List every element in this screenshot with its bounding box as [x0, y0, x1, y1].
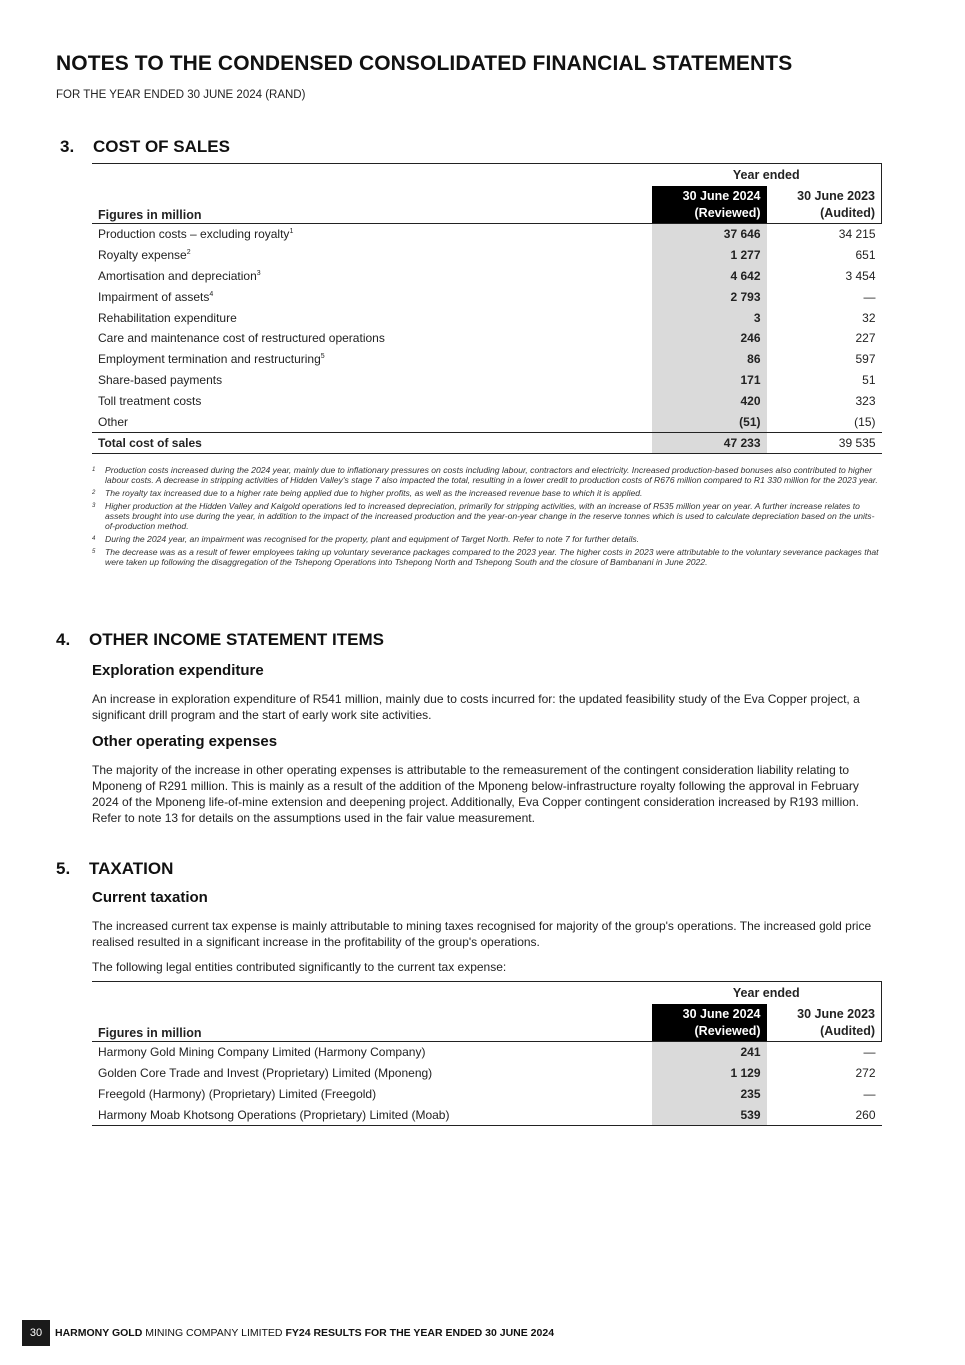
page-subtitle: FOR THE YEAR ENDED 30 JUNE 2024 (RAND): [56, 89, 306, 101]
row-label: Freegold (Harmony) (Proprietary) Limited (Freegold): [98, 1086, 377, 1101]
footnote: [92, 501, 884, 531]
value-2024: 4 642: [652, 266, 767, 287]
row-label: Care and maintenance cost of restructured operations: [98, 331, 385, 346]
table-header-row: [92, 164, 882, 187]
value-2023: 32: [862, 310, 876, 325]
section-number: 5.: [56, 859, 71, 878]
footnote-number: 3: [92, 503, 96, 509]
table-row: [92, 1084, 882, 1105]
footnote-text: Production costs increased during the 2024 year, mainly due to inflationary pressures on costs including labour, contractors and electricity. Increased production-based bonuses also contributed to higher labour costs. A decrease in stripping activities of Hidden Valley's stage 7 also impacted the total, resulting in a lower credit to production costs of R676 million compared to R1 330 million for the 2023 year.: [105, 465, 878, 485]
footnote-text: The decrease was as a result of fewer employees taking up voluntary severance packages compared to the 2023 year. The higher costs in 2023 were attributable to the voluntary severance packages that were taken up following the disaggregation of the Tshepong Operations into Tshepong North and Tshepong South and the closure of Bambanani in June 2022.: [105, 547, 879, 567]
column-header-2024: 30 June 2024 (Reviewed): [652, 1004, 767, 1042]
footnote-number: 4: [92, 536, 96, 542]
table-row: [92, 1042, 882, 1063]
value-2024: 2 793: [652, 286, 767, 307]
column-header-2023: 30 June 2023 (Audited): [767, 186, 882, 224]
footnote-number: 2: [92, 490, 96, 496]
value-2024: 47 233: [652, 432, 767, 453]
row-label: Toll treatment costs: [98, 393, 202, 408]
value-2023: 34 215: [838, 227, 876, 242]
table-row: [92, 224, 882, 245]
exploration-paragraph: An increase in exploration expenditure of R541 million, mainly due to costs incurred for: the updated feasibility study of the Eva Copper project, a significant drill program and the start of early work site activities.: [92, 692, 860, 722]
table-row: [92, 286, 882, 307]
value-2024: 3: [652, 307, 767, 328]
table-row: [92, 328, 882, 349]
value-2023: 260: [767, 1104, 882, 1125]
table-row: [92, 245, 882, 266]
value-2024: (51): [652, 411, 767, 432]
value-2024: 171: [652, 370, 767, 391]
value-2023: —: [863, 289, 876, 304]
footnote-number: 5: [92, 549, 96, 555]
value-2023: (15): [854, 414, 876, 429]
current-taxation-heading: Current taxation: [92, 889, 208, 906]
row-label: Royalty expense$^2$: [98, 248, 191, 263]
value-2024: 37 646: [652, 224, 767, 245]
figures-in-million-label: Figures in million: [92, 1004, 652, 1042]
column-header-2023: 30 June 2023 (Audited): [767, 1004, 882, 1042]
value-2023: 3 454: [845, 268, 876, 283]
page-title: NOTES TO THE CONDENSED CONSOLIDATED FINANCIAL STATEMENTS: [56, 52, 793, 75]
row-label: Total cost of sales: [92, 432, 652, 453]
current-taxation-paragraph: The increased current tax expense is mainly attributable to mining taxes recognised for majority of the group's operations. The increased gold price realised resulted in a significant increase in the profitability of the group's operations.: [92, 919, 872, 949]
row-label: Harmony Moab Khotsong Operations (Proprietary) Limited (Moab): [92, 1104, 652, 1125]
footnote: [92, 547, 884, 567]
taxation-table: [92, 981, 882, 1126]
footnote-text: Higher production at the Hidden Valley and Kalgold operations led to increased depreciation, primarily for stripping activities, with an increase of R535 million year on year. A further increase relates to assets brought into use during the year, in addition to the impact of the increased production and the year-on-year change in the reserve tonnes which is used to calculate depreciation based on the units-of-production method.: [105, 501, 875, 531]
row-label: Amortisation and depreciation$^3$: [98, 268, 261, 283]
value-2024: 86: [652, 349, 767, 370]
value-2023: —: [863, 1045, 876, 1060]
value-2023: 39 535: [767, 432, 882, 453]
footnote-number: 1: [92, 467, 96, 473]
section-number: 3.: [60, 137, 75, 156]
footnote: [92, 534, 884, 544]
value-2023: 51: [862, 372, 876, 387]
table-row: [92, 1063, 882, 1084]
page-footer: [22, 1320, 554, 1346]
table-row: [92, 349, 882, 370]
footer-text: HARMONY GOLD MINING COMPANY LIMITED FY24 RESULTS FOR THE YEAR ENDED 30 JUNE 2024: [55, 1327, 555, 1339]
section-3-heading: [60, 137, 230, 157]
table-row: [92, 411, 882, 432]
row-label: Impairment of assets$^4$: [98, 289, 214, 304]
legal-entities-intro: The following legal entities contributed significantly to the current tax expense:: [92, 960, 507, 974]
value-2023: 323: [855, 393, 876, 408]
value-2024: 246: [652, 328, 767, 349]
row-label: Employment termination and restructuring$^5$: [98, 352, 325, 367]
cost-of-sales-table: [92, 163, 882, 454]
table-row: [92, 370, 882, 391]
section-number: 4.: [56, 630, 71, 649]
table-row: [92, 307, 882, 328]
table-header-row: [92, 1004, 882, 1042]
other-operating-heading: Other operating expenses: [92, 733, 278, 750]
row-label: Harmony Gold Mining Company Limited (Harmony Company): [98, 1045, 426, 1060]
exploration-heading: Exploration expenditure: [92, 662, 264, 679]
value-2023: —: [863, 1086, 876, 1101]
section-title: COST OF SALES: [93, 137, 230, 156]
value-2024: 539: [652, 1104, 767, 1125]
value-2024: 420: [652, 390, 767, 411]
year-ended-header: Year ended: [652, 164, 882, 187]
footnote: [92, 488, 884, 498]
table-header-row: [92, 982, 882, 1005]
figures-in-million-label: Figures in million: [92, 186, 652, 224]
table-row: [92, 266, 882, 287]
row-label: Production costs – excluding royalty$^1$: [98, 227, 294, 242]
row-label: Other: [98, 414, 129, 429]
value-2023: 227: [855, 331, 876, 346]
value-2023: 651: [855, 248, 876, 263]
footnotes: [92, 465, 884, 570]
table-row: [92, 390, 882, 411]
row-label: Golden Core Trade and Invest (Proprietary) Limited (Mponeng): [98, 1066, 433, 1081]
section-title: OTHER INCOME STATEMENT ITEMS: [89, 630, 384, 649]
value-2023: 597: [855, 352, 876, 367]
row-label: Share-based payments: [98, 372, 223, 387]
total-row: [92, 432, 882, 453]
table-header-row: [92, 186, 882, 224]
column-header-2024: 30 June 2024 (Reviewed): [652, 186, 767, 224]
year-ended-header: Year ended: [652, 982, 882, 1005]
footnote-text: During the 2024 year, an impairment was recognised for the property, plant and equipment of Target North. Refer to note 7 for further details.: [105, 534, 640, 544]
section-4-heading: [56, 630, 384, 650]
value-2023: 272: [855, 1066, 876, 1081]
value-2024: 241: [652, 1042, 767, 1063]
value-2024: 1 277: [652, 245, 767, 266]
row-label: Rehabilitation expenditure: [98, 310, 237, 325]
footnote: [92, 465, 884, 485]
other-operating-paragraph: The majority of the increase in other operating expenses is attributable to the remeasurement of the contingent consideration liability relating to Mponeng of R291 million. This is mainly as a result of the addition of the Mponeng below-infrastructure royalty following the approval in February 2024 of the Mponeng life-of-mine extension and deepening project. Additionally, Eva Copper contingent consideration increased by R193 million. Refer to note 13 for details on the assumptions used in the fair value measurement.: [92, 763, 859, 825]
page-number: 30: [22, 1320, 50, 1346]
value-2024: 235: [652, 1084, 767, 1105]
section-title: TAXATION: [89, 859, 174, 878]
section-5-heading: [56, 859, 173, 879]
footnote-text: The royalty tax increased due to a higher rate being applied due to higher profits, as well as the increased revenue base to which it is applied.: [105, 488, 643, 498]
value-2024: 1 129: [652, 1063, 767, 1084]
table-row: [92, 1104, 882, 1125]
